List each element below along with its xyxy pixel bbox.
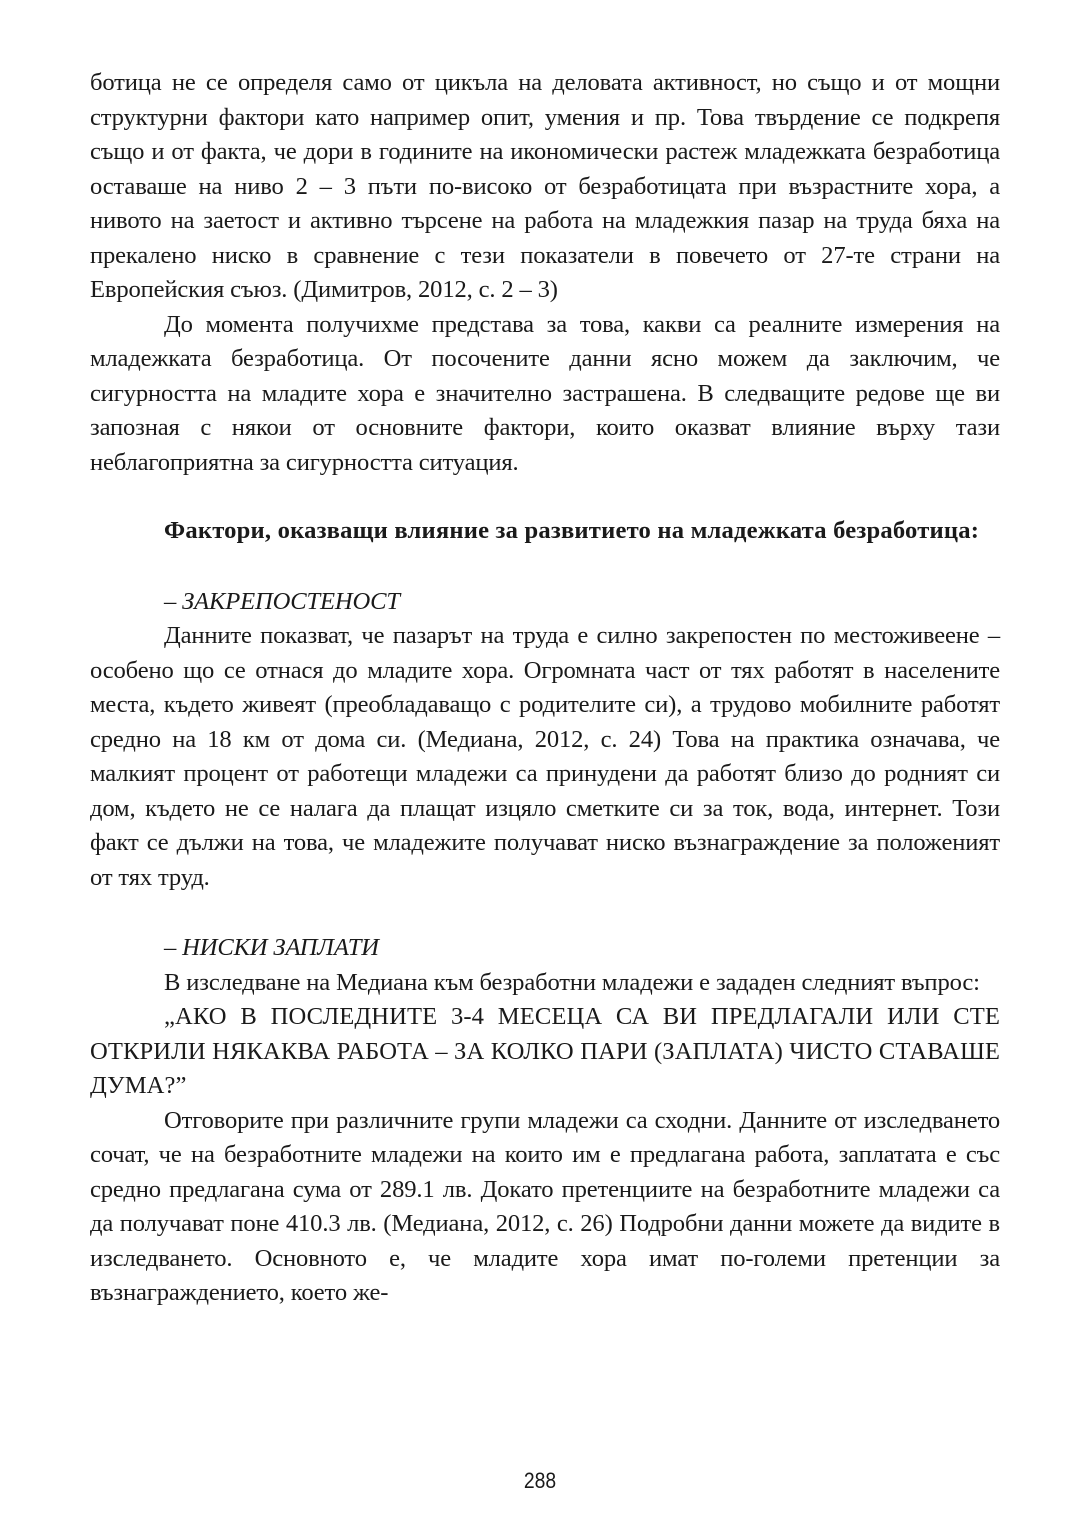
paragraph-measurements: До момента получихме представа за това, какви са реалните измерения на младежката безработица. От посочените данни ясно можем да заключим, че сигурността на младите хора е значително застрашена. В следващите редове ще ви запозная с някои от основните фактори, които оказват влияние върху тази неблагоприятна за сигурността ситуация.: [90, 310, 1000, 476]
subheading-niski-zaplati: – НИСКИ ЗАПЛАТИ: [164, 934, 379, 961]
paragraph-survey-results: Отговорите при различните групи младежи са сходни. Данните от изследването сочат, че на безработните младежи на които им е предлагана работа, заплатата е със средно предлагана сума от 289.1 лв. Докато претенциите на безработните младежи са да получават поне 410.3 лв. (Медиана, 2012, с. 26) Подробни данни можете да видите в изследването. Основното е, че младите хора имат по-големи претенции за възнаграждението, което же-: [90, 1106, 1000, 1306]
paragraph-zakrepostenost: Данните показват, че пазарът на труда е силно закрепостен по местоживеене – особено що се отнася до младите хора. Огромната част от тях работят в населените места, където живеят (преобладаващо с родителите си), а трудово мобилните работят средно на 18 км от дома си. (Медиана, 2012, с. 24) Това на практика означава, че малкият процент от работещи младежи са принудени да работят близо до родният си дом, където не се налага да плащат изцяло сметките си за ток, вода, интернет. Този факт се дължи на това, че младежите получават ниско възнаграждение за положеният от тях труд.: [90, 622, 1000, 891]
paragraph-continuation: ботица не се определя само от цикъла на деловата активност, но също и от мощни структурни фактори като например опит, умения и пр. Това твърдение се подкрепя също и от факта, че дори в годините на икономически растеж младежката безработица оставаше на ниво 2 – 3 пъти по-високо от безработицата при възрастните хора, а нивото на заетост и активно търсене на работа на младежкия пазар на труда бяха на прекалено ниско в сравнение с тези показатели в повечето от 27-те страни на Европейския съюз. (Димитров, 2012, с. 2 – 3): [90, 69, 1000, 303]
subheading-zakrepostenost: – ЗАКРЕПОСТЕНОСТ: [164, 587, 400, 615]
section-heading: Фактори, оказващи влияние за развитието на младежката безработица:: [164, 517, 980, 544]
survey-question: „АКО В ПОСЛЕДНИТЕ 3-4 МЕСЕЦА СА ВИ ПРЕДЛАГАЛИ ИЛИ СТЕ ОТКРИЛИ НЯКАКВА РАБОТА – ЗА КОЛКО ПАРИ (ЗАПЛАТА) ЧИСТО СТАВАШЕ ДУМА?”: [90, 1003, 1000, 1099]
paragraph-survey-intro: В изследване на Медиана към безработни младежи е зададен следният въпрос:: [164, 968, 980, 996]
page-body: [90, 66, 1000, 1311]
page-number: 288: [523, 1468, 557, 1493]
